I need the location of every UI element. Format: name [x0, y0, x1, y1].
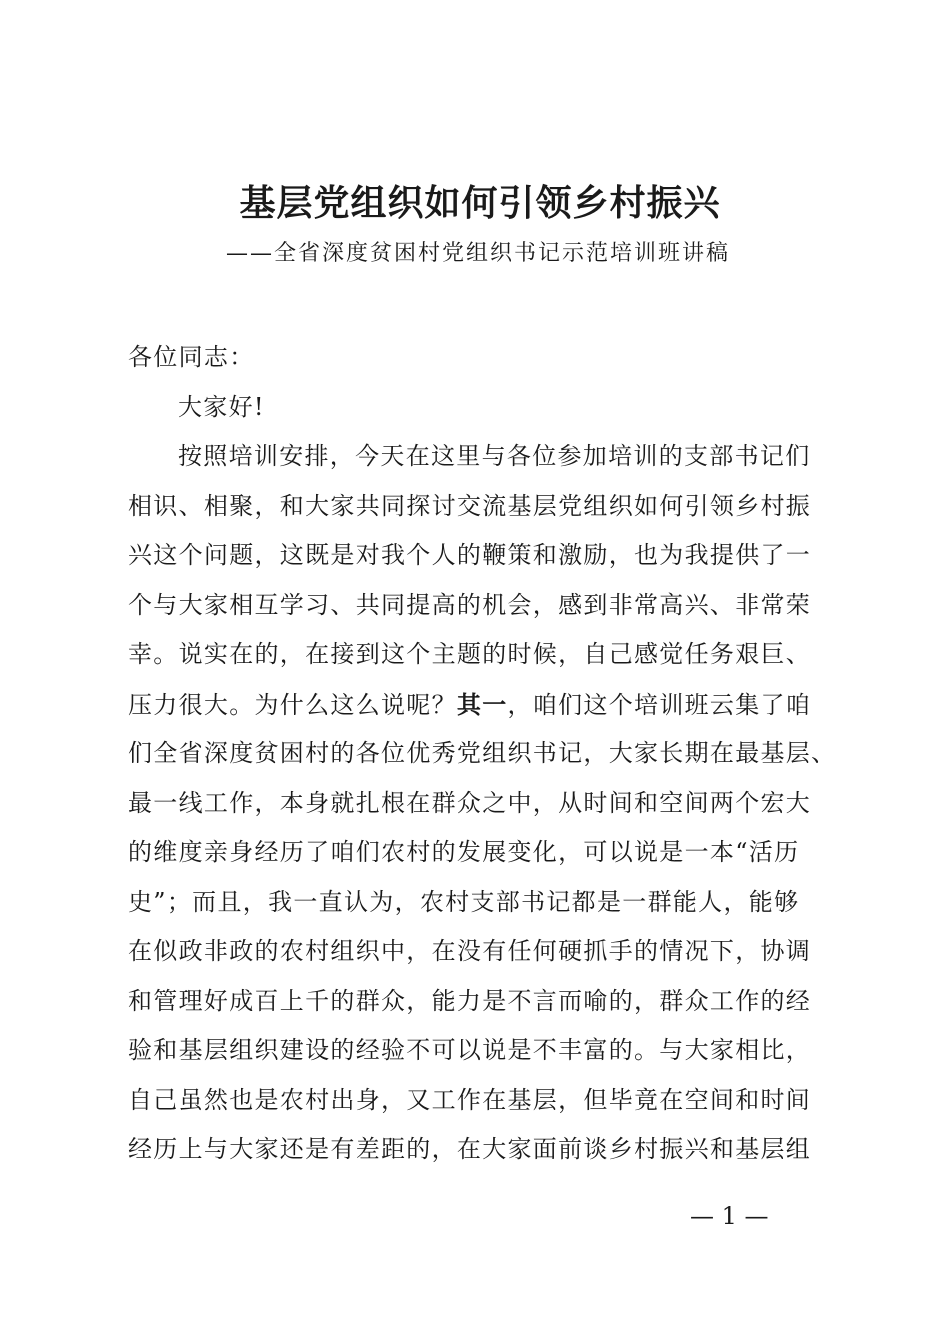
paragraph-line-emphasis	[128, 680, 848, 730]
paragraph-line: 最一线工作，本身就扎根在群众之中，从时间和空间两个宏大	[128, 788, 812, 817]
paragraph-line: 和管理好成百上千的群众，能力是不言而喻的，群众工作的经	[128, 986, 812, 1015]
line-text-after: ，咱们这个培训班云集了咱	[507, 690, 812, 719]
line-text-before: 压力很大。为什么这么说呢？	[128, 690, 457, 719]
greeting: 大家好!	[178, 392, 265, 421]
paragraph-line: 经历上与大家还是有差距的，在大家面前谈乡村振兴和基层组	[128, 1135, 812, 1163]
paragraph-line: 兴这个问题，这既是对我个人的鞭策和激励，也为我提供了一	[128, 541, 812, 569]
paragraph-line: 相识、相聚，和大家共同探讨交流基层党组织如何引领乡村振	[128, 491, 812, 520]
document-title: 基层党组织如何引领乡村振兴	[239, 182, 721, 224]
paragraph-line: 们全省深度贫困村的各位优秀党组织书记，大家长期在最基层、	[128, 739, 837, 767]
paragraph-line: 的维度亲身经历了咱们农村的发展变化，可以说是一本“活历	[128, 838, 800, 866]
paragraph-line: 个与大家相互学习、共同提高的机会，感到非常高兴、非常荣	[128, 590, 812, 619]
paragraph-line: 验和基层组织建设的经验不可以说是不丰富的。与大家相比，	[128, 1036, 812, 1064]
document-subtitle: ——全省深度贫困村党组织书记示范培训班讲稿	[226, 241, 731, 266]
page-number: — 1 —	[690, 1202, 769, 1230]
paragraph-line: 史”；而且，我一直认为，农村支部书记都是一群能人，能够	[128, 887, 800, 916]
paragraph-line: 按照培训安排，今天在这里与各位参加培训的支部书记们	[178, 442, 811, 470]
paragraph-line: 在似政非政的农村组织中，在没有任何硬抓手的情况下，协调	[128, 937, 812, 965]
document-body	[128, 333, 848, 1175]
emphasis-text: 其一	[456, 689, 508, 719]
paragraph-line: 自己虽然也是农村出身，又工作在基层，但毕竟在空间和时间	[128, 1085, 812, 1114]
salutation: 各位同志：	[128, 343, 255, 371]
paragraph-line: 幸。说实在的，在接到这个主题的时候，自己感觉任务艰巨、	[128, 640, 812, 668]
